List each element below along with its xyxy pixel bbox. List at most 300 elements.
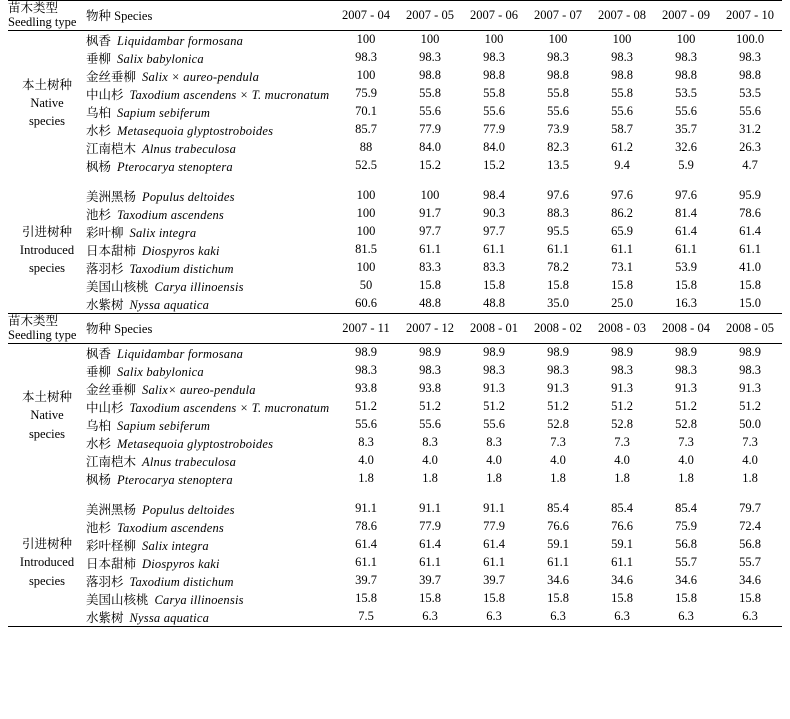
data-value: 98.9 [526,343,590,362]
species-name [86,277,334,295]
data-value: 61.1 [419,242,441,257]
species-name-latin: Salix × aureo-pendula [142,69,260,84]
data-value: 7.3 [742,435,758,449]
data-value: 15.0 [739,296,761,311]
data-value: 15.8 [547,591,569,605]
data-value: 4.0 [742,453,758,467]
species-name [86,452,334,470]
data-value: 100 [356,68,376,83]
data-value: 98.3 [675,50,697,65]
species-name-latin: Liquidambar formosana [117,346,244,361]
data-value: 91.3 [611,381,633,395]
data-value: 61.1 [355,555,377,569]
species-name [86,343,334,362]
data-value: 76.6 [547,519,569,533]
data-value: 90.3 [483,206,505,221]
data-value: 98.8 [739,68,761,83]
data-value: 82.3 [547,140,569,155]
data-value: 1.8 [422,471,438,485]
species-name-latin: Salix integra [142,538,209,553]
data-value: 6.3 [678,609,694,623]
data-value: 6.3 [486,609,502,623]
header-period: 2007 - 07 [526,1,590,31]
table-row [8,398,782,416]
data-value: 15.8 [675,591,697,605]
data-value: 98.3 [419,50,441,65]
species-name-latin: Populus deltoides [142,502,235,517]
data-value: 100 [334,30,398,49]
data-value: 53.5 [739,86,761,101]
data-value: 98.9 [718,343,782,362]
data-value: 15.8 [419,278,441,293]
species-name-cn: 金丝垂柳 [86,69,137,84]
data-value: 61.1 [419,555,441,569]
table-row [8,67,782,85]
data-value: 15.8 [355,591,377,605]
data-value: 51.2 [611,399,633,413]
data-value: 91.1 [419,501,441,515]
data-value: 15.8 [483,591,505,605]
data-value: 55.6 [675,104,697,119]
data-value: 34.6 [739,573,761,587]
data-value: 77.9 [419,519,441,533]
data-value: 31.2 [739,122,761,137]
data-value: 83.3 [483,260,505,275]
data-value: 98.9 [462,343,526,362]
data-value: 98.3 [355,50,377,65]
data-value: 91.3 [483,381,505,395]
species-name-latin: Salix integra [129,225,197,240]
data-value: 34.6 [547,573,569,587]
table-row [8,452,782,470]
data-value: 97.7 [419,224,441,239]
species-name-cn: 枫香 [86,33,112,48]
group-label-introduced [8,500,86,627]
data-value: 51.2 [483,399,505,413]
group-label-en: Native [30,95,64,110]
header-species-label: 物种 Species [86,313,334,343]
data-value: 77.9 [483,122,505,137]
data-value: 84.0 [419,140,441,155]
species-name [86,398,334,416]
data-value: 61.4 [483,537,505,551]
header-period: 2007 - 10 [718,1,782,31]
data-value: 61.4 [739,224,761,239]
data-value: 86.2 [611,206,633,221]
data-value: 39.7 [419,573,441,587]
data-value: 98.3 [675,363,697,377]
header-period: 2007 - 06 [462,1,526,31]
data-value: 98.3 [611,363,633,377]
data-value: 85.4 [675,501,697,515]
data-value: 1.8 [486,471,502,485]
data-value: 8.3 [486,435,502,449]
data-value: 73.9 [547,122,569,137]
species-name-cn: 美洲黑杨 [86,189,137,204]
group-label-introduced [8,187,86,314]
data-value: 75.9 [675,519,697,533]
group-label-cn: 本土树种 [21,77,72,92]
data-value: 65.9 [611,224,633,239]
species-name [86,608,334,627]
data-value: 70.1 [355,104,377,119]
table-row [8,380,782,398]
species-name [86,139,334,157]
data-value: 98.8 [611,68,633,83]
header-period: 2007 - 12 [398,313,462,343]
table-row [8,590,782,608]
data-value: 91.7 [419,206,441,221]
header-species-label: 物种 Species [86,1,334,31]
table-row [8,205,782,223]
species-name [86,157,334,175]
data-value: 55.6 [611,104,633,119]
data-value: 34.6 [611,573,633,587]
data-value: 81.5 [355,242,377,257]
table-row [8,554,782,572]
data-value: 100 [420,188,440,203]
species-name-latin: Taxodium ascendens × T. mucronatum [129,87,330,102]
data-value: 61.1 [611,555,633,569]
species-name [86,85,334,103]
header-group-label-en: Seedling type [8,15,77,30]
species-name [86,205,334,223]
data-value: 88.3 [547,206,569,221]
species-name-latin: Liquidambar formosana [117,33,244,48]
species-name [86,416,334,434]
table-row [8,416,782,434]
species-name-cn: 彩叶柽柳 [86,538,137,553]
species-name [86,30,334,49]
data-value: 15.8 [611,591,633,605]
data-value: 13.5 [547,158,569,173]
data-value: 39.7 [483,573,505,587]
species-name-cn: 江南桤木 [86,454,137,469]
table-bottom-rule [8,626,782,629]
data-value: 7.3 [550,435,566,449]
species-name-latin: Carya illinoensis [154,279,244,294]
species-name-cn: 中山杉 [86,87,124,102]
data-value: 1.8 [358,471,374,485]
group-label-native [8,30,86,175]
species-name-cn: 金丝垂柳 [86,382,137,397]
data-value: 25.0 [611,296,633,311]
table-header-row [8,313,782,343]
species-name-latin: Nyssa aquatica [129,297,210,312]
table-row [8,434,782,452]
data-value: 83.3 [419,260,441,275]
data-value: 55.6 [483,104,505,119]
data-value: 6.3 [614,609,630,623]
species-name [86,554,334,572]
data-value: 88 [359,140,373,155]
species-name-latin: Diospyros kaki [142,556,220,571]
data-value: 98.8 [547,68,569,83]
data-value: 61.2 [611,140,633,155]
data-value: 6.3 [550,609,566,623]
species-name-latin: Taxodium distichum [129,261,234,276]
species-name-latin: Pterocarya stenoptera [117,472,233,487]
table-row [8,500,782,518]
data-value: 50.0 [739,417,761,431]
species-name-cn: 垂柳 [86,51,112,66]
data-value: 100 [462,30,526,49]
group-label-cn: 引进树种 [21,224,72,239]
species-name-latin: Populus deltoides [142,189,235,204]
species-name-latin: Nyssa aquatica [129,610,210,625]
species-name-cn: 日本甜柿 [86,243,137,258]
data-value: 100 [654,30,718,49]
group-label-en2: species [28,260,66,275]
data-value: 93.8 [419,381,441,395]
data-value: 4.0 [550,453,566,467]
header-group-label [8,313,86,343]
data-value: 98.9 [334,343,398,362]
species-name [86,223,334,241]
data-value: 56.8 [675,537,697,551]
group-label-en2: species [28,573,66,588]
species-name-cn: 中山杉 [86,400,124,415]
data-value: 77.9 [483,519,505,533]
data-value: 98.8 [483,68,505,83]
data-value: 61.1 [483,555,505,569]
data-value: 98.9 [398,343,462,362]
data-value: 55.8 [483,86,505,101]
table-body [8,1,782,629]
data-value: 85.4 [547,501,569,515]
species-name [86,500,334,518]
species-name-cn: 乌桕 [86,105,112,120]
table-row [8,187,782,205]
species-name [86,187,334,205]
header-period: 2007 - 11 [334,313,398,343]
species-name-cn: 美国山核桃 [86,592,149,607]
data-value: 39.7 [355,573,377,587]
species-name [86,518,334,536]
data-value: 4.0 [486,453,502,467]
table-row [8,121,782,139]
data-value: 91.1 [355,501,377,515]
data-value: 7.3 [614,435,630,449]
data-value: 15.2 [483,158,505,173]
group-spacer [8,488,782,500]
data-value: 55.8 [419,86,441,101]
table-row [8,85,782,103]
table-row [8,470,782,488]
species-name-cn: 枫香 [86,346,112,361]
species-name [86,572,334,590]
data-value: 60.6 [355,296,377,311]
data-value: 15.2 [419,158,441,173]
species-name-cn: 彩叶柳 [86,225,124,240]
table-row [8,49,782,67]
data-value: 55.6 [739,104,761,119]
species-name [86,295,334,314]
data-value: 98.3 [483,363,505,377]
data-value: 100 [356,224,376,239]
data-value: 48.8 [483,296,505,311]
species-name-latin: Alnus trabeculosa [142,454,237,469]
table-row [8,103,782,121]
data-value: 51.2 [355,399,377,413]
data-value: 98.3 [611,50,633,65]
species-name-cn: 水紫树 [86,610,124,625]
data-value: 51.2 [419,399,441,413]
group-label-en2: species [28,113,66,128]
data-value: 97.6 [675,188,697,203]
header-group-label [8,1,86,31]
data-value: 1.8 [550,471,566,485]
data-value: 8.3 [422,435,438,449]
species-name-latin: Taxodium ascendens [117,520,224,535]
data-value: 61.4 [675,224,697,239]
species-name-latin: Sapium sebiferum [117,418,211,433]
data-value: 15.8 [419,591,441,605]
data-value: 55.6 [547,104,569,119]
data-value: 15.8 [611,278,633,293]
header-group-label-cn: 苗木类型 [8,1,59,15]
data-value: 51.2 [547,399,569,413]
species-name [86,67,334,85]
table-row [8,518,782,536]
data-value: 1.8 [678,471,694,485]
species-name-latin: Carya illinoensis [154,592,244,607]
table-row [8,223,782,241]
species-name-latin: Pterocarya stenoptera [117,159,233,174]
data-value: 55.6 [419,417,441,431]
data-value: 52.8 [547,417,569,431]
data-value: 61.1 [675,242,697,257]
data-value: 52.5 [355,158,377,173]
data-value: 55.6 [355,417,377,431]
data-value: 6.3 [742,609,758,623]
data-value: 15.8 [483,278,505,293]
species-name-cn: 池杉 [86,207,112,222]
data-value: 35.7 [675,122,697,137]
group-label-native [8,343,86,488]
data-value: 50 [359,278,373,293]
data-value: 91.1 [483,501,505,515]
data-value: 98.3 [547,363,569,377]
data-value: 72.4 [739,519,761,533]
data-value: 61.1 [483,242,505,257]
data-value: 55.6 [419,104,441,119]
data-value: 4.7 [742,158,758,173]
header-period: 2008 - 05 [718,313,782,343]
species-name-latin: Metasequoia glyptostroboides [117,123,274,138]
data-value: 98.9 [590,343,654,362]
data-value: 5.9 [678,158,694,173]
data-value: 9.4 [614,158,630,173]
species-name-latin: Salix babylonica [117,51,204,66]
data-value: 98.3 [739,363,761,377]
header-period: 2007 - 04 [334,1,398,31]
table-row [8,343,782,362]
data-value: 91.3 [547,381,569,395]
table-row [8,157,782,175]
data-value: 15.8 [547,278,569,293]
data-value: 97.6 [611,188,633,203]
data-value: 55.8 [547,86,569,101]
species-name-latin: Sapium sebiferum [117,105,211,120]
data-value: 100 [356,206,376,221]
data-value: 79.7 [739,501,761,515]
header-period: 2007 - 05 [398,1,462,31]
data-value: 52.8 [611,417,633,431]
data-value: 4.0 [614,453,630,467]
data-value: 59.1 [611,537,633,551]
data-value: 52.8 [675,417,697,431]
data-value: 34.6 [675,573,697,587]
data-value: 95.9 [739,188,761,203]
header-period: 2007 - 08 [590,1,654,31]
species-name [86,590,334,608]
data-value: 32.6 [675,140,697,155]
species-name-latin: Salix babylonica [117,364,204,379]
data-value: 53.5 [675,86,697,101]
data-value: 76.6 [611,519,633,533]
data-value: 51.2 [675,399,697,413]
data-value: 26.3 [739,140,761,155]
data-value: 7.3 [678,435,694,449]
data-value: 97.7 [483,224,505,239]
data-value: 51.2 [739,399,761,413]
table-row [8,295,782,314]
species-name-cn: 水杉 [86,123,112,138]
data-value: 78.2 [547,260,569,275]
data-value: 93.8 [355,381,377,395]
table-row [8,277,782,295]
species-name [86,103,334,121]
species-name-cn: 美国山核桃 [86,279,149,294]
data-value: 58.7 [611,122,633,137]
species-name-cn: 水紫树 [86,297,124,312]
species-name-latin: Salix× aureo-pendula [142,382,256,397]
data-value: 84.0 [483,140,505,155]
species-name [86,259,334,277]
data-value: 53.9 [675,260,697,275]
species-name-cn: 枫杨 [86,159,112,174]
data-value: 98.9 [654,343,718,362]
data-value: 61.1 [547,555,569,569]
data-value: 61.4 [355,537,377,551]
header-group-label-cn: 苗木类型 [8,313,59,328]
data-value: 98.3 [483,50,505,65]
species-name-cn: 美洲黑杨 [86,502,137,517]
data-value: 8.3 [358,435,374,449]
data-value: 61.1 [739,242,761,257]
species-name [86,470,334,488]
species-name [86,434,334,452]
species-name [86,49,334,67]
data-value: 15.8 [739,278,761,293]
data-value: 41.0 [739,260,761,275]
data-value: 98.3 [739,50,761,65]
header-period: 2007 - 09 [654,1,718,31]
data-value: 56.8 [739,537,761,551]
data-value: 4.0 [422,453,438,467]
data-value: 55.7 [675,555,697,569]
species-name-cn: 落羽杉 [86,261,124,276]
data-value: 1.8 [742,471,758,485]
data-value: 98.3 [547,50,569,65]
data-value: 4.0 [678,453,694,467]
species-name-latin: Taxodium ascendens × T. mucronatum [129,400,330,415]
data-value: 61.1 [611,242,633,257]
data-value: 100 [398,30,462,49]
data-value: 95.5 [547,224,569,239]
header-period: 2008 - 04 [654,313,718,343]
